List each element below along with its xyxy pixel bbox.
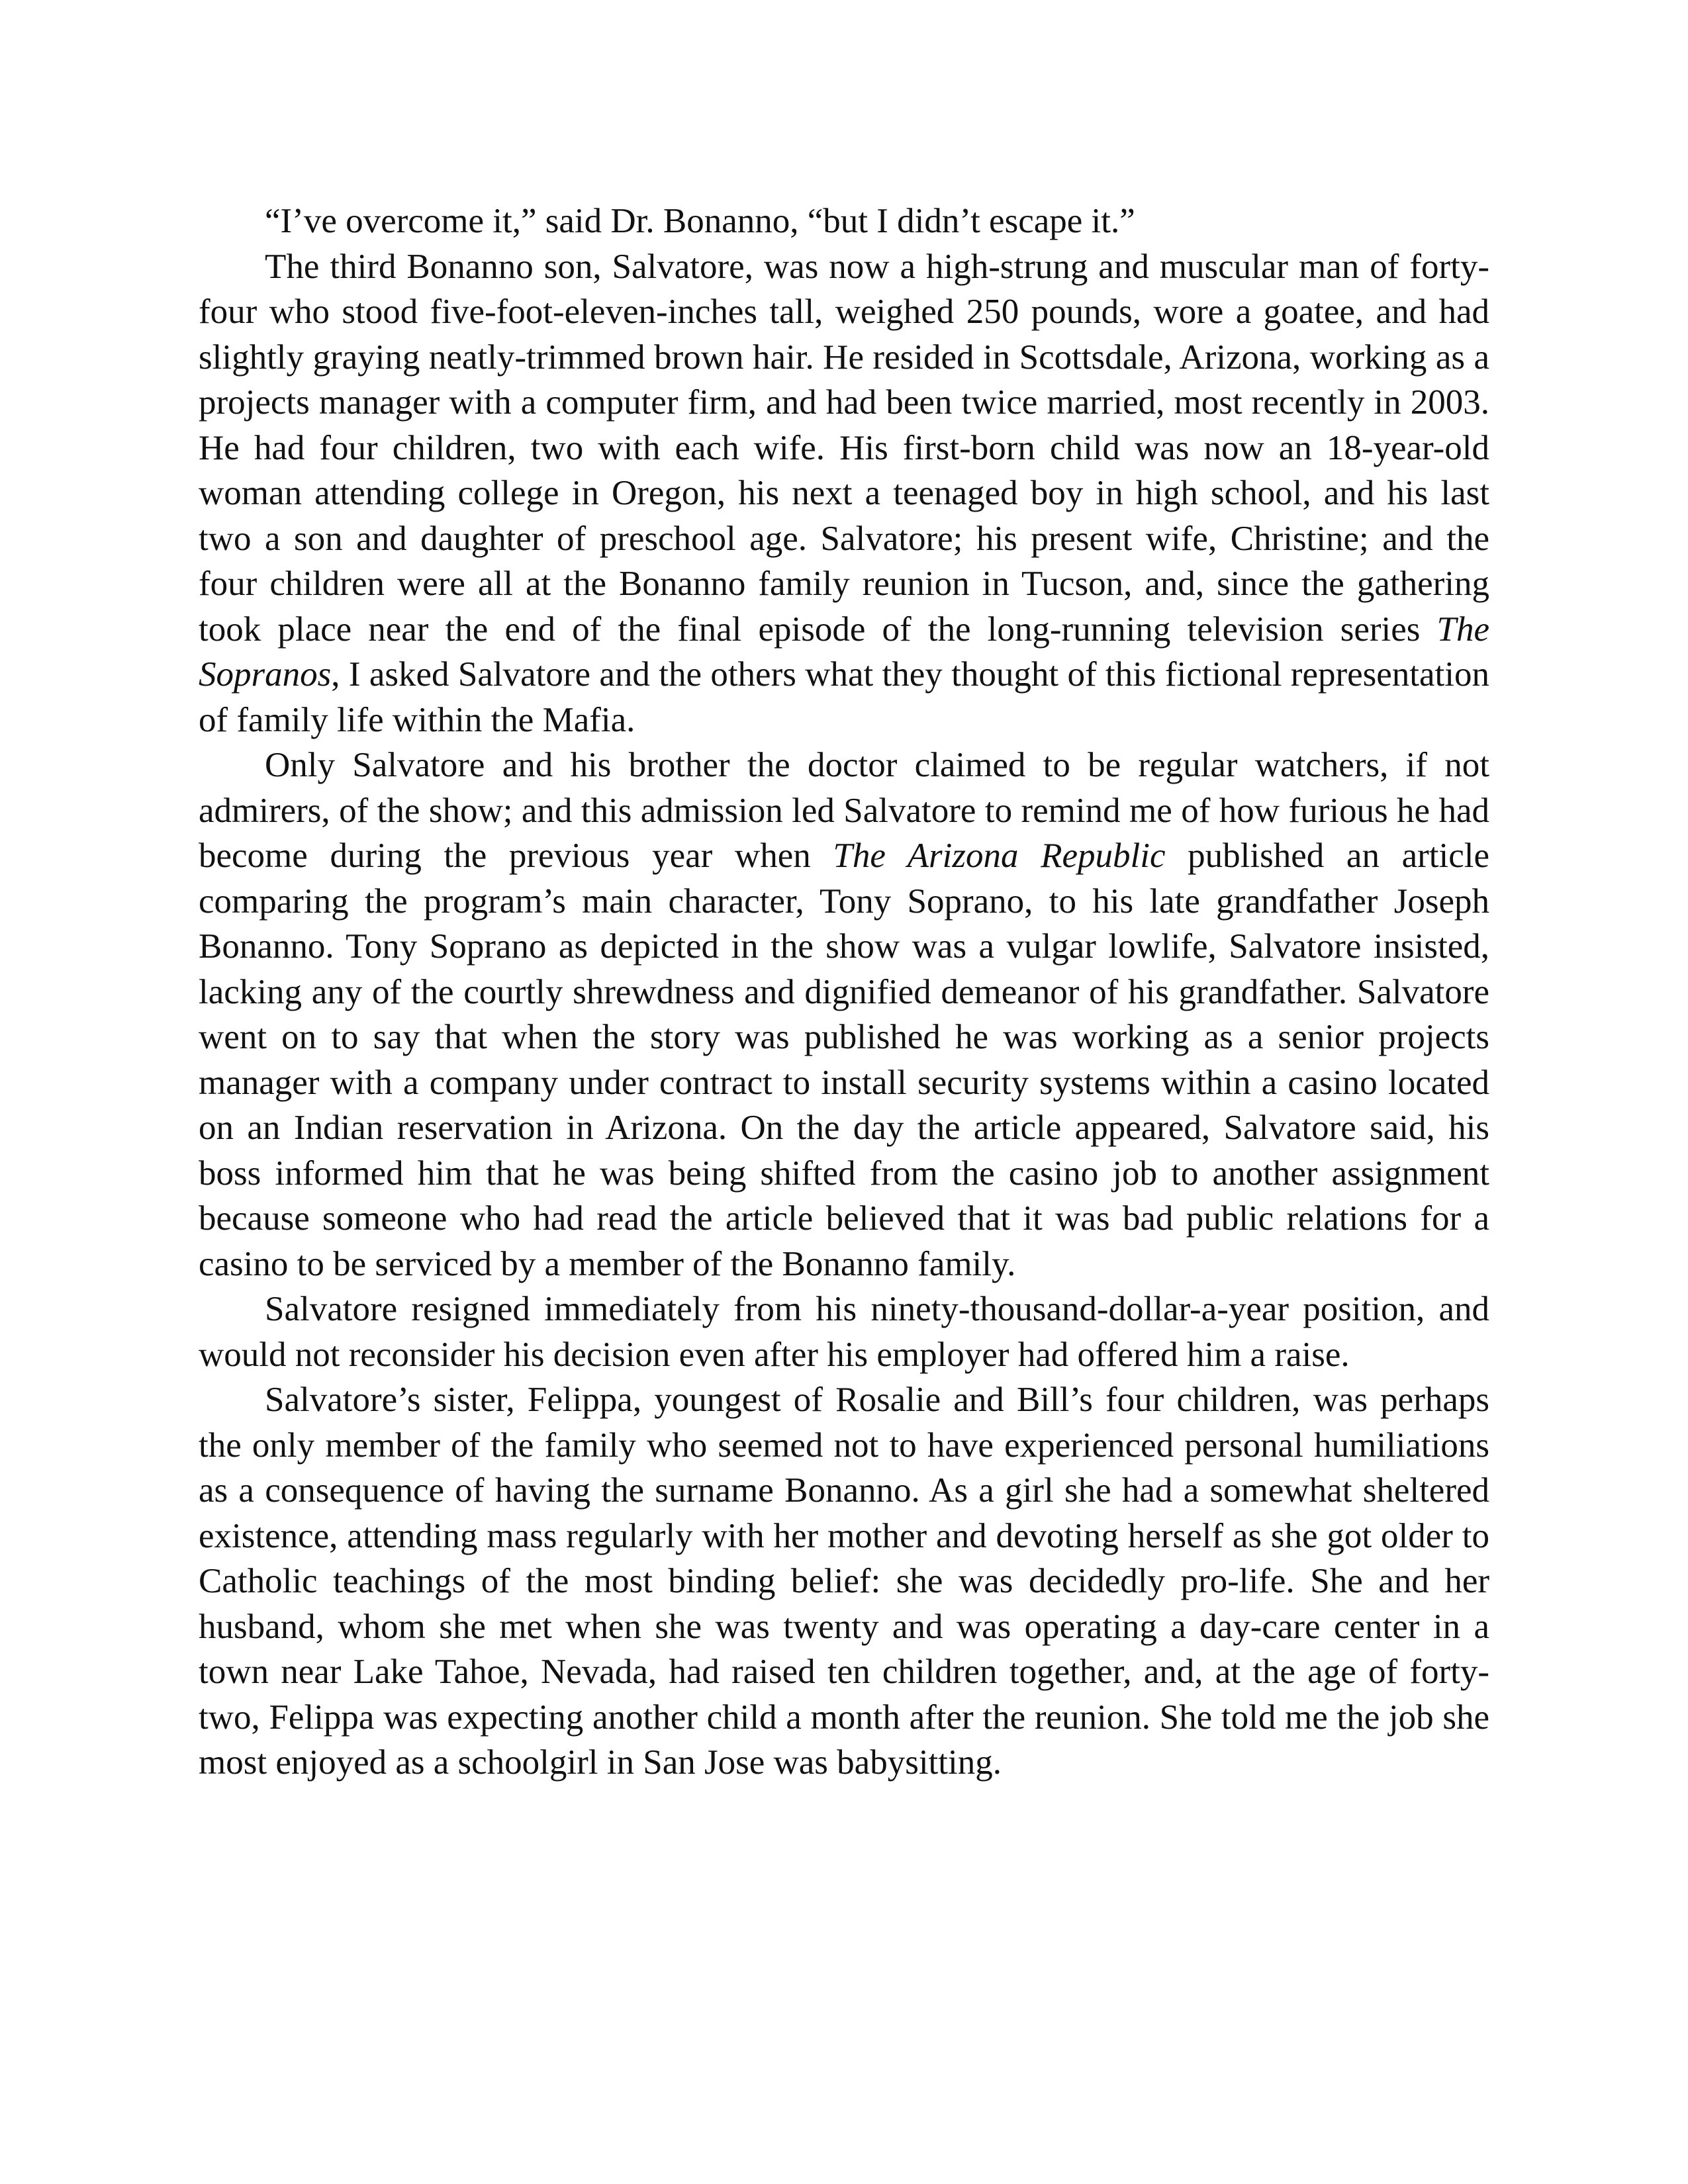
paragraph-2-text-b: , I asked Salvatore and the others what they thought of this fictional representation of family life within the Mafia. xyxy=(199,655,1489,739)
paragraph-3 xyxy=(199,743,1489,1287)
italic-title-arizona-republic: The Arizona Republic xyxy=(833,837,1166,875)
paragraph-5: Salvatore’s sister, Felippa, youngest of Rosalie and Bill’s four children, was perhaps the only member of the family who seemed not to have experienced personal humiliations as a consequence of having the surname Bonanno. As a girl she had a somewhat sheltered existence, attending mass regularly with her mother and devoting herself as she got older to Catholic teachings of the most binding belief: she was decidedly pro-life. She and her husband, whom she met when she was twenty and was operating a day-care center in a town near Lake Tahoe, Nevada, had raised ten children together, and, at the age of forty-two, Felippa was expecting another child a month after the reunion. She told me the job she most enjoyed as a schoolgirl in San Jose was babysitting. xyxy=(199,1381,1489,1782)
paragraph-3-text-b: published an article comparing the program’s main character, Tony Soprano, to his late grandfather Joseph Bonanno. Tony Soprano as depicted in the show was a vulgar lowlife, Salvatore insisted, lacking any of the courtly shrewdness and dignified demeanor of his grandfather. Salvatore went on to say that when the story was published he was working as a senior projects manager with a company under contract to install security systems within a casino located on an Indian reservation in Arizona. On the day the article appeared, Salvatore said, his boss informed him that he was being shifted from the casino job to another assignment because someone who had read the article believed that it was bad public relations for a casino to be serviced by a member of the Bonanno family. xyxy=(199,837,1489,1283)
paragraph-2-text-a: The third Bonanno son, Salvatore, was now a high-strung and muscular man of forty-four who stood five-foot-eleven-inches tall, weighed 250 pounds, wore a goatee, and had slightly graying neatly-trimmed brown hair. He resided in Scottsdale, Arizona, working as a projects manager with a computer firm, and had been twice married, most recently in 2003. He had four children, two with each wife. His first-born child was now an 18-year-old woman attending college in Oregon, his next a teenaged boy in high school, and his last two a son and daughter of preschool age. Salvatore; his present wife, Christine; and the four children were all at the Bonanno family reunion in Tucson, and, since the gathering took place near the end of the final episode of the long-running television series xyxy=(199,247,1489,649)
document-page xyxy=(199,199,1489,1786)
italic-title-sopranos: The Sopranos xyxy=(199,610,1489,694)
paragraph-2 xyxy=(199,244,1489,743)
paragraph-4: Salvatore resigned immediately from his ninety-thousand-dollar-a-year position, and would not reconsider his decision even after his employer had offered him a raise. xyxy=(199,1290,1489,1374)
paragraph-1: “I’ve overcome it,” said Dr. Bonanno, “but I didn’t escape it.” xyxy=(265,202,1135,240)
paragraph-3-text-a: Only Salvatore and his brother the doctor claimed to be regular watchers, if not admirers, of the show; and this admission led Salvatore to remind me of how furious he had become during the previous year when xyxy=(199,746,1489,875)
